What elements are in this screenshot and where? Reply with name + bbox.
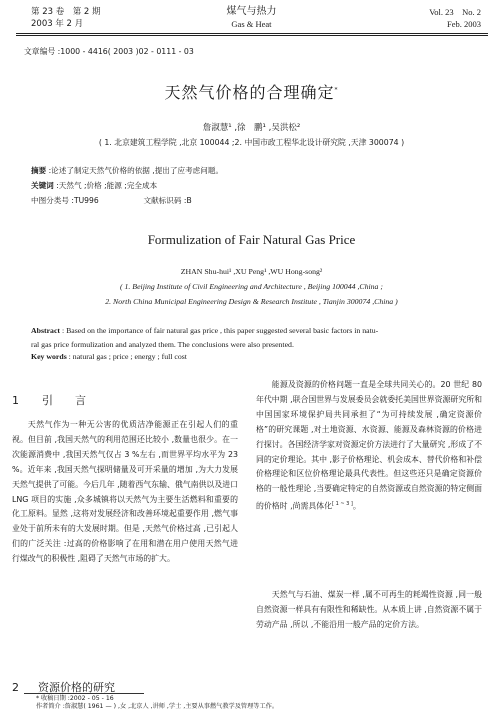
abstract-cn-label: 摘要	[31, 166, 47, 175]
title-en: Formulization of Fair Natural Gas Price	[147, 232, 356, 247]
doc-code-label: 文献标识码 :	[143, 196, 187, 205]
keywords-cn-label: 关键词	[31, 181, 54, 190]
doc-code: B	[186, 196, 192, 205]
authors-en: ZHAN Shu-hui¹ ,XU Peng¹ ,WU Hong-song²	[180, 267, 323, 276]
abstract-en-line2: ral gas price formulization and analyzed them. The conclusions were also presented.	[31, 339, 294, 349]
publication-date: 2003 年 2 月	[31, 19, 84, 29]
footnote	[36, 695, 278, 711]
right-column-paragraph-1	[256, 378, 482, 515]
abstract-en-label: Abstract	[31, 326, 61, 335]
keywords-en-text: : natural gas ; price ; energy ; full cost	[66, 352, 187, 361]
header-rule-bottom	[16, 35, 488, 36]
volume-issue: 第 23 卷 第 2 期	[31, 7, 101, 17]
abstract-cn	[31, 165, 223, 177]
affiliation-en-1: ( 1. Beijing Institute of Civil Engineering and Architecture , Beijing 100044 ,China ;	[119, 282, 384, 291]
title-footnote-mark: *	[334, 86, 339, 94]
title-cn-text: 天然气价格的合理确定	[164, 83, 335, 102]
abstract-en-line1: : Based on the importance of fair natural gas price , this paper suggested several basic factors in natu-	[60, 326, 379, 335]
publication-date-en: Feb. 2003	[447, 19, 481, 29]
abstract-en	[31, 324, 481, 351]
classification	[31, 195, 192, 207]
section2-title: 资源价格的研究	[38, 681, 115, 694]
article-number: 文章编号 :1000 - 4416( 2003 )02 - 0111 - 03	[24, 47, 194, 56]
footnote-rule	[24, 693, 144, 694]
footnote-author-bio: 作者简介 :詹淑慧( 1961 — ) ,女 ,北京人 ,讲师 ,学士 ,主要从事燃气教学及管理等工作。	[36, 703, 279, 710]
journal-name-en: Gas & Heat	[231, 19, 272, 29]
keywords-en-label: Key words	[31, 352, 67, 361]
affiliation-cn: ( 1. 北京建筑工程学院 ,北京 100044 ;2. 中国市政工程华北设计研究院 ,天津 300074 )	[98, 138, 405, 147]
keywords-en	[31, 352, 187, 361]
section1-heading	[12, 392, 86, 408]
journal-name-cn: 煤气与热力	[226, 6, 277, 17]
volume-issue-en: Vol. 23 No. 2	[429, 7, 481, 17]
authors-cn: 詹淑慧¹ ,徐 鹏¹ ,吴洪松²	[202, 123, 301, 133]
right-para1-text: 能源及资源的价格问题一直是全球共同关心的。20 世纪 80 年代中期 ,联合国世界与发展委员会就委托美国世界资源研究所和中国国家环境保护局共同承担了“为可持续发展 ,确定资源价格”的研究课题 ,对土地资源、水资源、能源及森林资源的价格进行探讨。各国经济学家对资源定价方法进行了大量研究 ,形成了不同的定价理论。其中 ,影子价格理论、机会成本、替代价格和补偿价格理论和区位价格理论最具代表性。但这些还只是确定资源价格的一般性理论 ,当要确定特定的自然资源或自然资源的特定侧面的价格时 ,尚需具体化	[256, 380, 482, 511]
title-cn	[0, 80, 503, 103]
clc-number: TU996	[73, 196, 99, 205]
keywords-cn-text: :天然气 ;价格 ;能源 ;完全成本	[53, 181, 158, 190]
citation-ref: [ 1 ~ 3 ]	[332, 501, 353, 508]
footnote-received-date: * 收稿日期 :2002 - 05 - 16	[36, 695, 114, 702]
section2-number: 2	[12, 681, 19, 694]
right-column-paragraph-2: 天然气与石油、煤炭一样 ,属不可再生的耗竭性资源 ,同一般自然资源一样具有有限性和稀缺性。从本质上讲 ,自然资源不属于劳动产品 ,所以 ,不能沿用一般产品的定价方法。	[256, 590, 482, 629]
keywords-cn	[31, 180, 157, 192]
section1-number: 1	[12, 394, 19, 407]
header-rule-top	[16, 33, 488, 34]
affiliation-en-2: 2. North China Municipal Engineering Design & Research Institute , Tianjin 300074 ,China )	[105, 297, 398, 306]
right-para1-end: 。	[352, 501, 361, 511]
clc-label: 中图分类号 :	[31, 196, 74, 205]
section1-paragraph: 天然气作为一种无公害的优质洁净能源正在引起人们的重视。但目前 ,我国天然气的利用范围还比较小 ,数量也很少。在一次能源消费中 ,我国天然气仅占 3 %左右 ,而世界平均水平为 23 %。近年来 ,我国天然气探明储量及可开采量的增加 ,为大力发展天然气提供了可能。今后几年 ,随着西气东输、俄气南供以及进口 LNG 项目的实施 ,众多城镇将以天然气为主要生活燃料和重要的化工原料。显然 ,这将对发展经济和改善环境起重要作用 ,燃气事业处于前所未有的大发展时期。但是 ,天然气价格过高 ,已引起人们的广泛关注 :过高的价格影响了在用和潜在用户使用天然气进行煤改气的积极性 ,阻碍了天然气市场的扩大。	[12, 420, 238, 564]
abstract-cn-text: :论述了制定天然气价格的依据 ,提出了应考虑问题。	[46, 166, 224, 175]
section1-title: 引 言	[42, 394, 86, 407]
